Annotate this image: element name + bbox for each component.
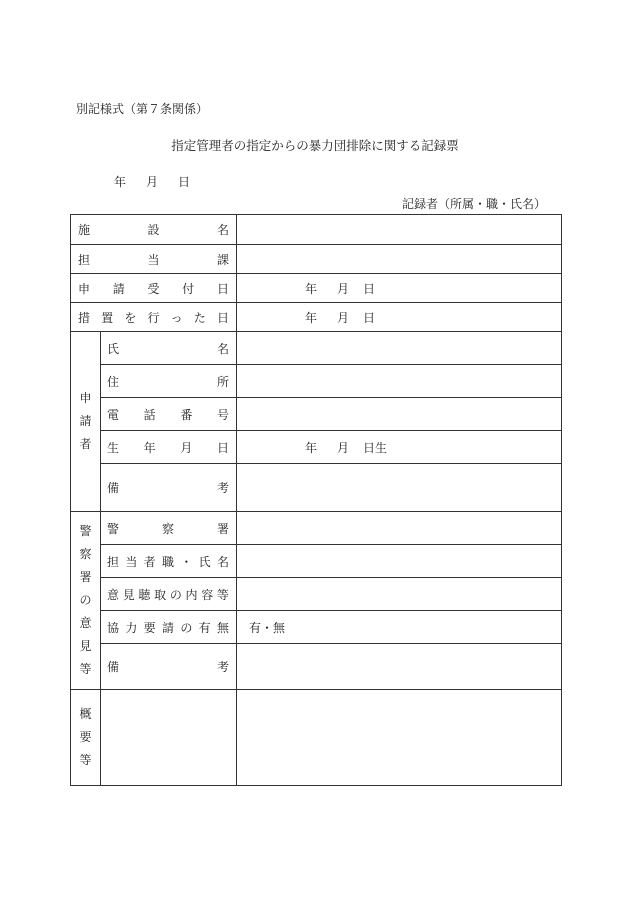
row-applicant-remarks xyxy=(71,464,562,512)
label-char: 聴 xyxy=(138,587,151,602)
vertical-label-char: 要 xyxy=(79,730,92,744)
label-char: 番 xyxy=(180,407,193,422)
label-char: 無 xyxy=(216,620,229,635)
birth-day: 日生 xyxy=(363,440,388,455)
row-facility xyxy=(71,215,562,245)
label-char: を xyxy=(124,310,137,325)
label-char: の xyxy=(180,620,193,635)
police-cooperation-label xyxy=(101,619,236,636)
label-char: 取 xyxy=(154,587,167,602)
vertical-label-char: 察 xyxy=(79,547,92,561)
vertical-label-char: 者 xyxy=(79,437,92,451)
label-char: 申 xyxy=(78,281,91,296)
row-police-remarks xyxy=(71,644,562,690)
vertical-label-char: 申 xyxy=(79,391,92,405)
action-month: 月 xyxy=(337,310,350,325)
label-char: 話 xyxy=(143,407,156,422)
label-char: 考 xyxy=(217,660,230,674)
police-hearing-value[interactable] xyxy=(237,578,562,611)
police-officer-label xyxy=(101,553,236,570)
label-char: 電 xyxy=(107,407,120,422)
label-char: ・ xyxy=(180,554,193,569)
police-remarks-label xyxy=(101,658,236,675)
vertical-label-char: 概 xyxy=(79,707,92,721)
date-line xyxy=(114,173,190,190)
row-action-date xyxy=(71,303,562,332)
label-char: 付 xyxy=(182,281,195,296)
label-char: 当 xyxy=(125,554,138,569)
summary-middle-cell[interactable] xyxy=(101,690,237,786)
label-char: 考 xyxy=(217,481,230,495)
application-date-label xyxy=(71,280,236,297)
police-hearing-label xyxy=(101,586,236,603)
applicant-name-label xyxy=(101,340,236,357)
label-char: た xyxy=(193,310,206,325)
application-year: 年 xyxy=(305,281,318,296)
action-day: 日 xyxy=(363,310,376,325)
vertical-label-char: の xyxy=(79,593,92,607)
date-month: 月 xyxy=(146,175,159,189)
label-char: 当 xyxy=(147,252,160,267)
facility-value[interactable] xyxy=(237,215,562,245)
label-char: 日 xyxy=(217,281,230,296)
label-char: 施 xyxy=(78,223,91,237)
facility-label xyxy=(71,221,236,238)
birth-month: 月 xyxy=(337,440,350,455)
department-label xyxy=(71,251,236,268)
label-char: 置 xyxy=(101,310,114,325)
document-title: 指定管理者の指定からの暴力団排除に関する記録票 xyxy=(171,138,459,153)
label-char: 容 xyxy=(201,587,214,602)
action-date-value[interactable] xyxy=(237,303,562,332)
label-char: 生 xyxy=(107,440,120,455)
label-char: 担 xyxy=(78,252,91,267)
applicant-name-value[interactable] xyxy=(237,332,562,365)
police-remarks-value[interactable] xyxy=(237,644,562,690)
label-char: 受 xyxy=(147,281,160,296)
cooperation-yes-no: 有・無 xyxy=(249,620,286,635)
label-char: 措 xyxy=(78,310,91,325)
row-police-station xyxy=(71,512,562,545)
label-char: 号 xyxy=(216,407,229,422)
label-char: 署 xyxy=(217,521,230,536)
applicant-birthdate-label xyxy=(101,439,236,456)
label-char: 察 xyxy=(162,521,175,536)
date-year: 年 xyxy=(114,175,127,189)
row-police-hearing xyxy=(71,578,562,611)
form-reference: 別記様式（第７条関係） xyxy=(76,102,209,116)
label-char: 住 xyxy=(107,374,120,389)
applicant-birthdate-value[interactable] xyxy=(237,431,562,464)
applicant-address-label xyxy=(101,373,236,390)
label-char: 内 xyxy=(185,587,198,602)
summary-group-label xyxy=(71,690,101,786)
label-char: 名 xyxy=(217,341,230,356)
row-applicant-name xyxy=(71,332,562,365)
label-char: 警 xyxy=(107,521,120,536)
label-char: 担 xyxy=(107,554,120,569)
label-char: 備 xyxy=(107,481,120,495)
label-char: 者 xyxy=(143,554,156,569)
summary-value[interactable] xyxy=(237,690,562,786)
department-value[interactable] xyxy=(237,245,562,274)
birth-year: 年 xyxy=(305,440,318,455)
label-char: 要 xyxy=(143,620,156,635)
label-char: 日 xyxy=(216,310,229,325)
row-department xyxy=(71,245,562,274)
row-police-officer xyxy=(71,545,562,578)
action-date-label xyxy=(71,309,236,326)
police-station-label xyxy=(101,520,236,537)
label-char: 月 xyxy=(180,440,193,455)
recorder-label: 記録者（所属・職・氏名） xyxy=(401,197,546,211)
label-char: 職 xyxy=(161,554,174,569)
police-officer-value[interactable] xyxy=(237,545,562,578)
applicant-phone-label xyxy=(101,406,236,423)
label-char: 所 xyxy=(217,374,230,389)
row-applicant-address xyxy=(71,365,562,398)
application-day: 日 xyxy=(363,281,376,296)
police-cooperation-value[interactable] xyxy=(237,611,562,644)
label-char: 請 xyxy=(112,281,125,296)
vertical-label-char: 警 xyxy=(79,524,92,538)
label-char: の xyxy=(169,587,182,602)
label-char: 課 xyxy=(217,252,230,267)
label-char: 氏 xyxy=(198,554,211,569)
application-date-value[interactable] xyxy=(237,274,562,303)
label-char: 名 xyxy=(216,554,229,569)
label-char: 見 xyxy=(122,587,135,602)
row-summary xyxy=(71,690,562,786)
row-applicant-birthdate xyxy=(71,431,562,464)
applicant-address-value[interactable] xyxy=(237,365,562,398)
label-char: 氏 xyxy=(107,341,120,356)
label-char: 設 xyxy=(147,223,160,237)
police-group-label xyxy=(71,512,101,690)
application-month: 月 xyxy=(337,281,350,296)
vertical-label-char: 意 xyxy=(79,616,92,630)
vertical-label-char: 等 xyxy=(79,753,92,767)
label-char: 請 xyxy=(161,620,174,635)
vertical-label-char: 見 xyxy=(79,639,92,653)
label-char: 備 xyxy=(107,660,120,674)
applicant-remarks-value[interactable] xyxy=(237,464,562,512)
date-day: 日 xyxy=(178,175,191,189)
label-char: 等 xyxy=(216,587,229,602)
vertical-label-char: 署 xyxy=(79,570,92,584)
row-application-date xyxy=(71,274,562,303)
label-char: 力 xyxy=(125,620,138,635)
applicant-group-label xyxy=(71,332,101,512)
row-applicant-phone xyxy=(71,398,562,431)
record-form-table xyxy=(70,214,562,786)
label-char: 名 xyxy=(217,223,230,237)
applicant-phone-value[interactable] xyxy=(237,398,562,431)
police-station-value[interactable] xyxy=(237,512,562,545)
label-char: っ xyxy=(170,310,183,325)
label-char: 行 xyxy=(147,310,160,325)
vertical-label-char: 請 xyxy=(79,414,92,428)
action-year: 年 xyxy=(305,310,318,325)
applicant-remarks-label xyxy=(101,479,236,496)
label-char: 協 xyxy=(107,620,120,635)
label-char: 日 xyxy=(216,440,229,455)
vertical-label-char: 等 xyxy=(79,662,92,676)
row-police-cooperation xyxy=(71,611,562,644)
label-char: 意 xyxy=(107,587,120,602)
label-char: 年 xyxy=(143,440,156,455)
label-char: 有 xyxy=(198,620,211,635)
